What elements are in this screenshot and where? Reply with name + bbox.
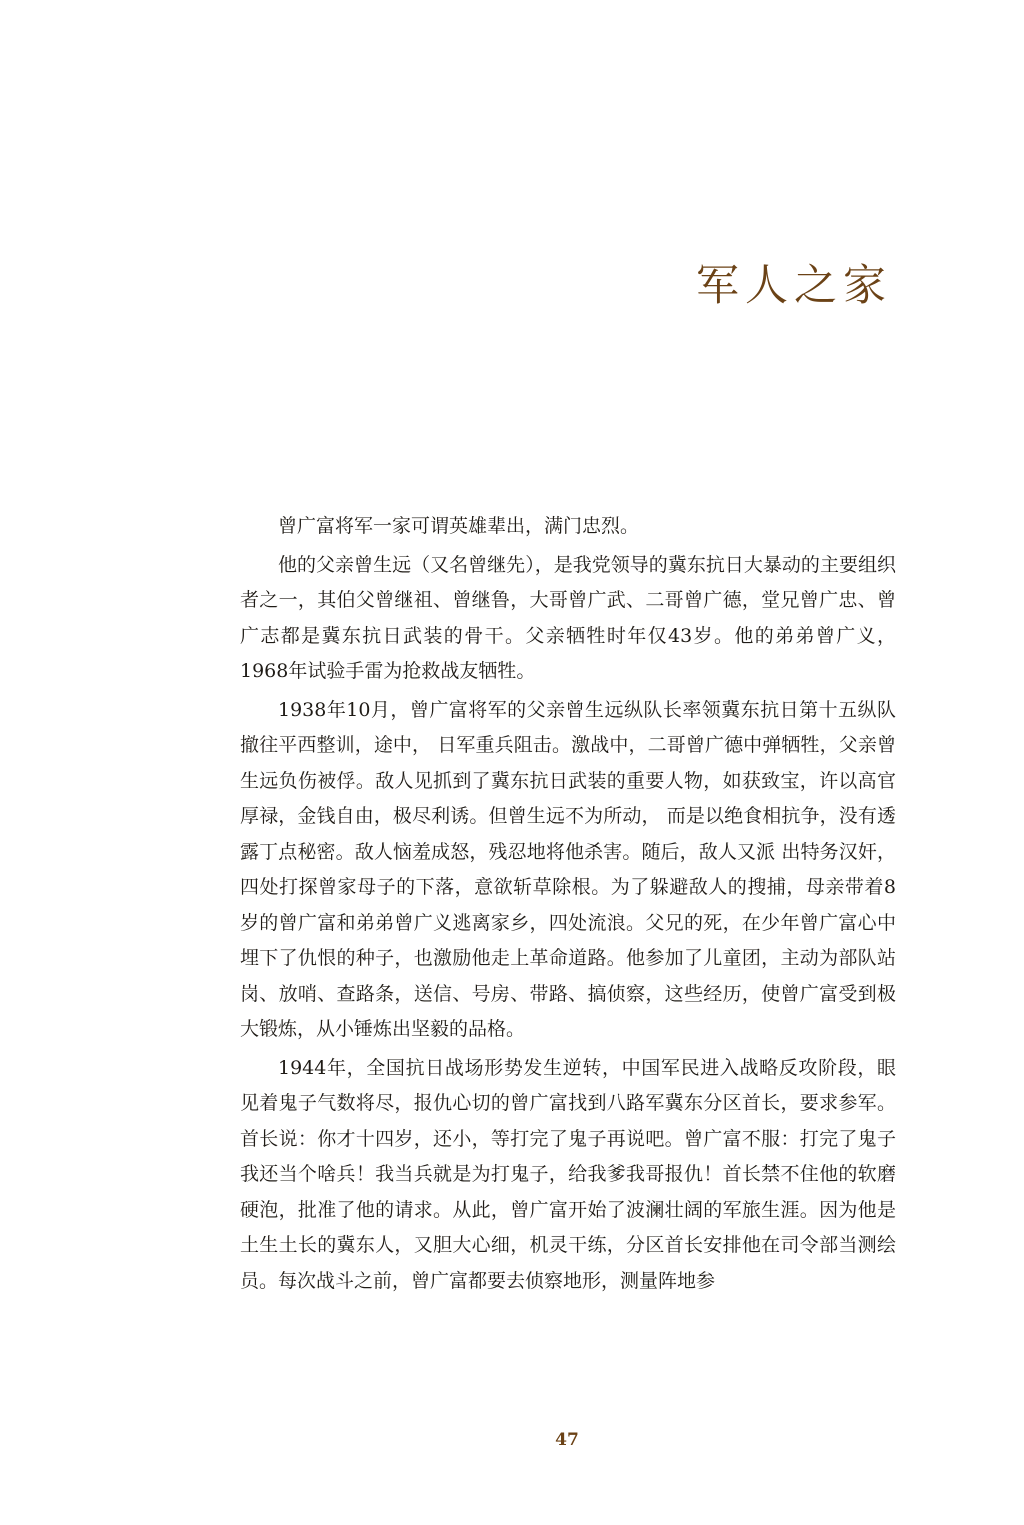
page-number: 47	[555, 1430, 579, 1450]
paragraph: 他的父亲曾生远（又名曾继先），是我党领导的冀东抗日大暴动的主要组织者之一，其伯父曾继祖、曾继鲁，大哥曾广武、二哥曾广德，堂兄曾广忠、曾广志都是冀东抗日武装的骨干。父亲牺牲时年仅43岁。他的弟弟曾广义，1968年试验手雷为抢救战友牺牲。	[240, 553, 896, 682]
paragraph: 曾广富将军一家可谓英雄辈出，满门忠烈。	[278, 515, 640, 537]
paragraph: 1944年，全国抗日战场形势发生逆转，中国军民进入战略反攻阶段，眼见着鬼子气数将尽，报仇心切的曾广富找到八路军冀东分区首长，要求参军。首长说：你才十四岁，还小，等打完了鬼子再说吧。曾广富不服：打完了鬼子我还当个啥兵！我当兵就是为打鬼子，给我爹我哥报仇！首长禁不住他的软磨硬泡，批准了他的请求。从此，曾广富开始了波澜壮阔的军旅生涯。因为他是土生土长的冀东人，又胆大心细，机灵干练，分区首长安排他在司令部当测绘员。每次战斗之前，曾广富都要去侦察地形，测量阵地参	[240, 1056, 896, 1292]
chapter-title: 军人之家	[696, 261, 892, 311]
body-text	[240, 509, 896, 1302]
paragraph: 1938年10月，曾广富将军的父亲曾生远纵队长率领冀东抗日第十五纵队撤往平西整训，途中， 日军重兵阻击。激战中，二哥曾广德中弹牺牲，父亲曾生远负伤被俘。敌人见抓到了冀东抗日武装的重要人物，如获致宝，许以高官厚禄，金钱自由，极尽利诱。但曾生远不为所动， 而是以绝食相抗争，没有透露丁点秘密。敌人恼羞成怒，残忍地将他杀害。随后，敌人又派 出特务汉奸，四处打探曾家母子的下落，意欲斩草除根。为了躲避敌人的搜捕，母亲带着8岁的曾广富和弟弟曾广义逃离家乡，四处流浪。父兄的死，在少年曾广富心中埋下了仇恨的种子，也激励他走上革命道路。他参加了儿童团，主动为部队站岗、放哨、查路条，送信、号房、带路、搞侦察，这些经历，使曾广富受到极大锻炼，从小锤炼出坚毅的品格。	[240, 698, 896, 1040]
